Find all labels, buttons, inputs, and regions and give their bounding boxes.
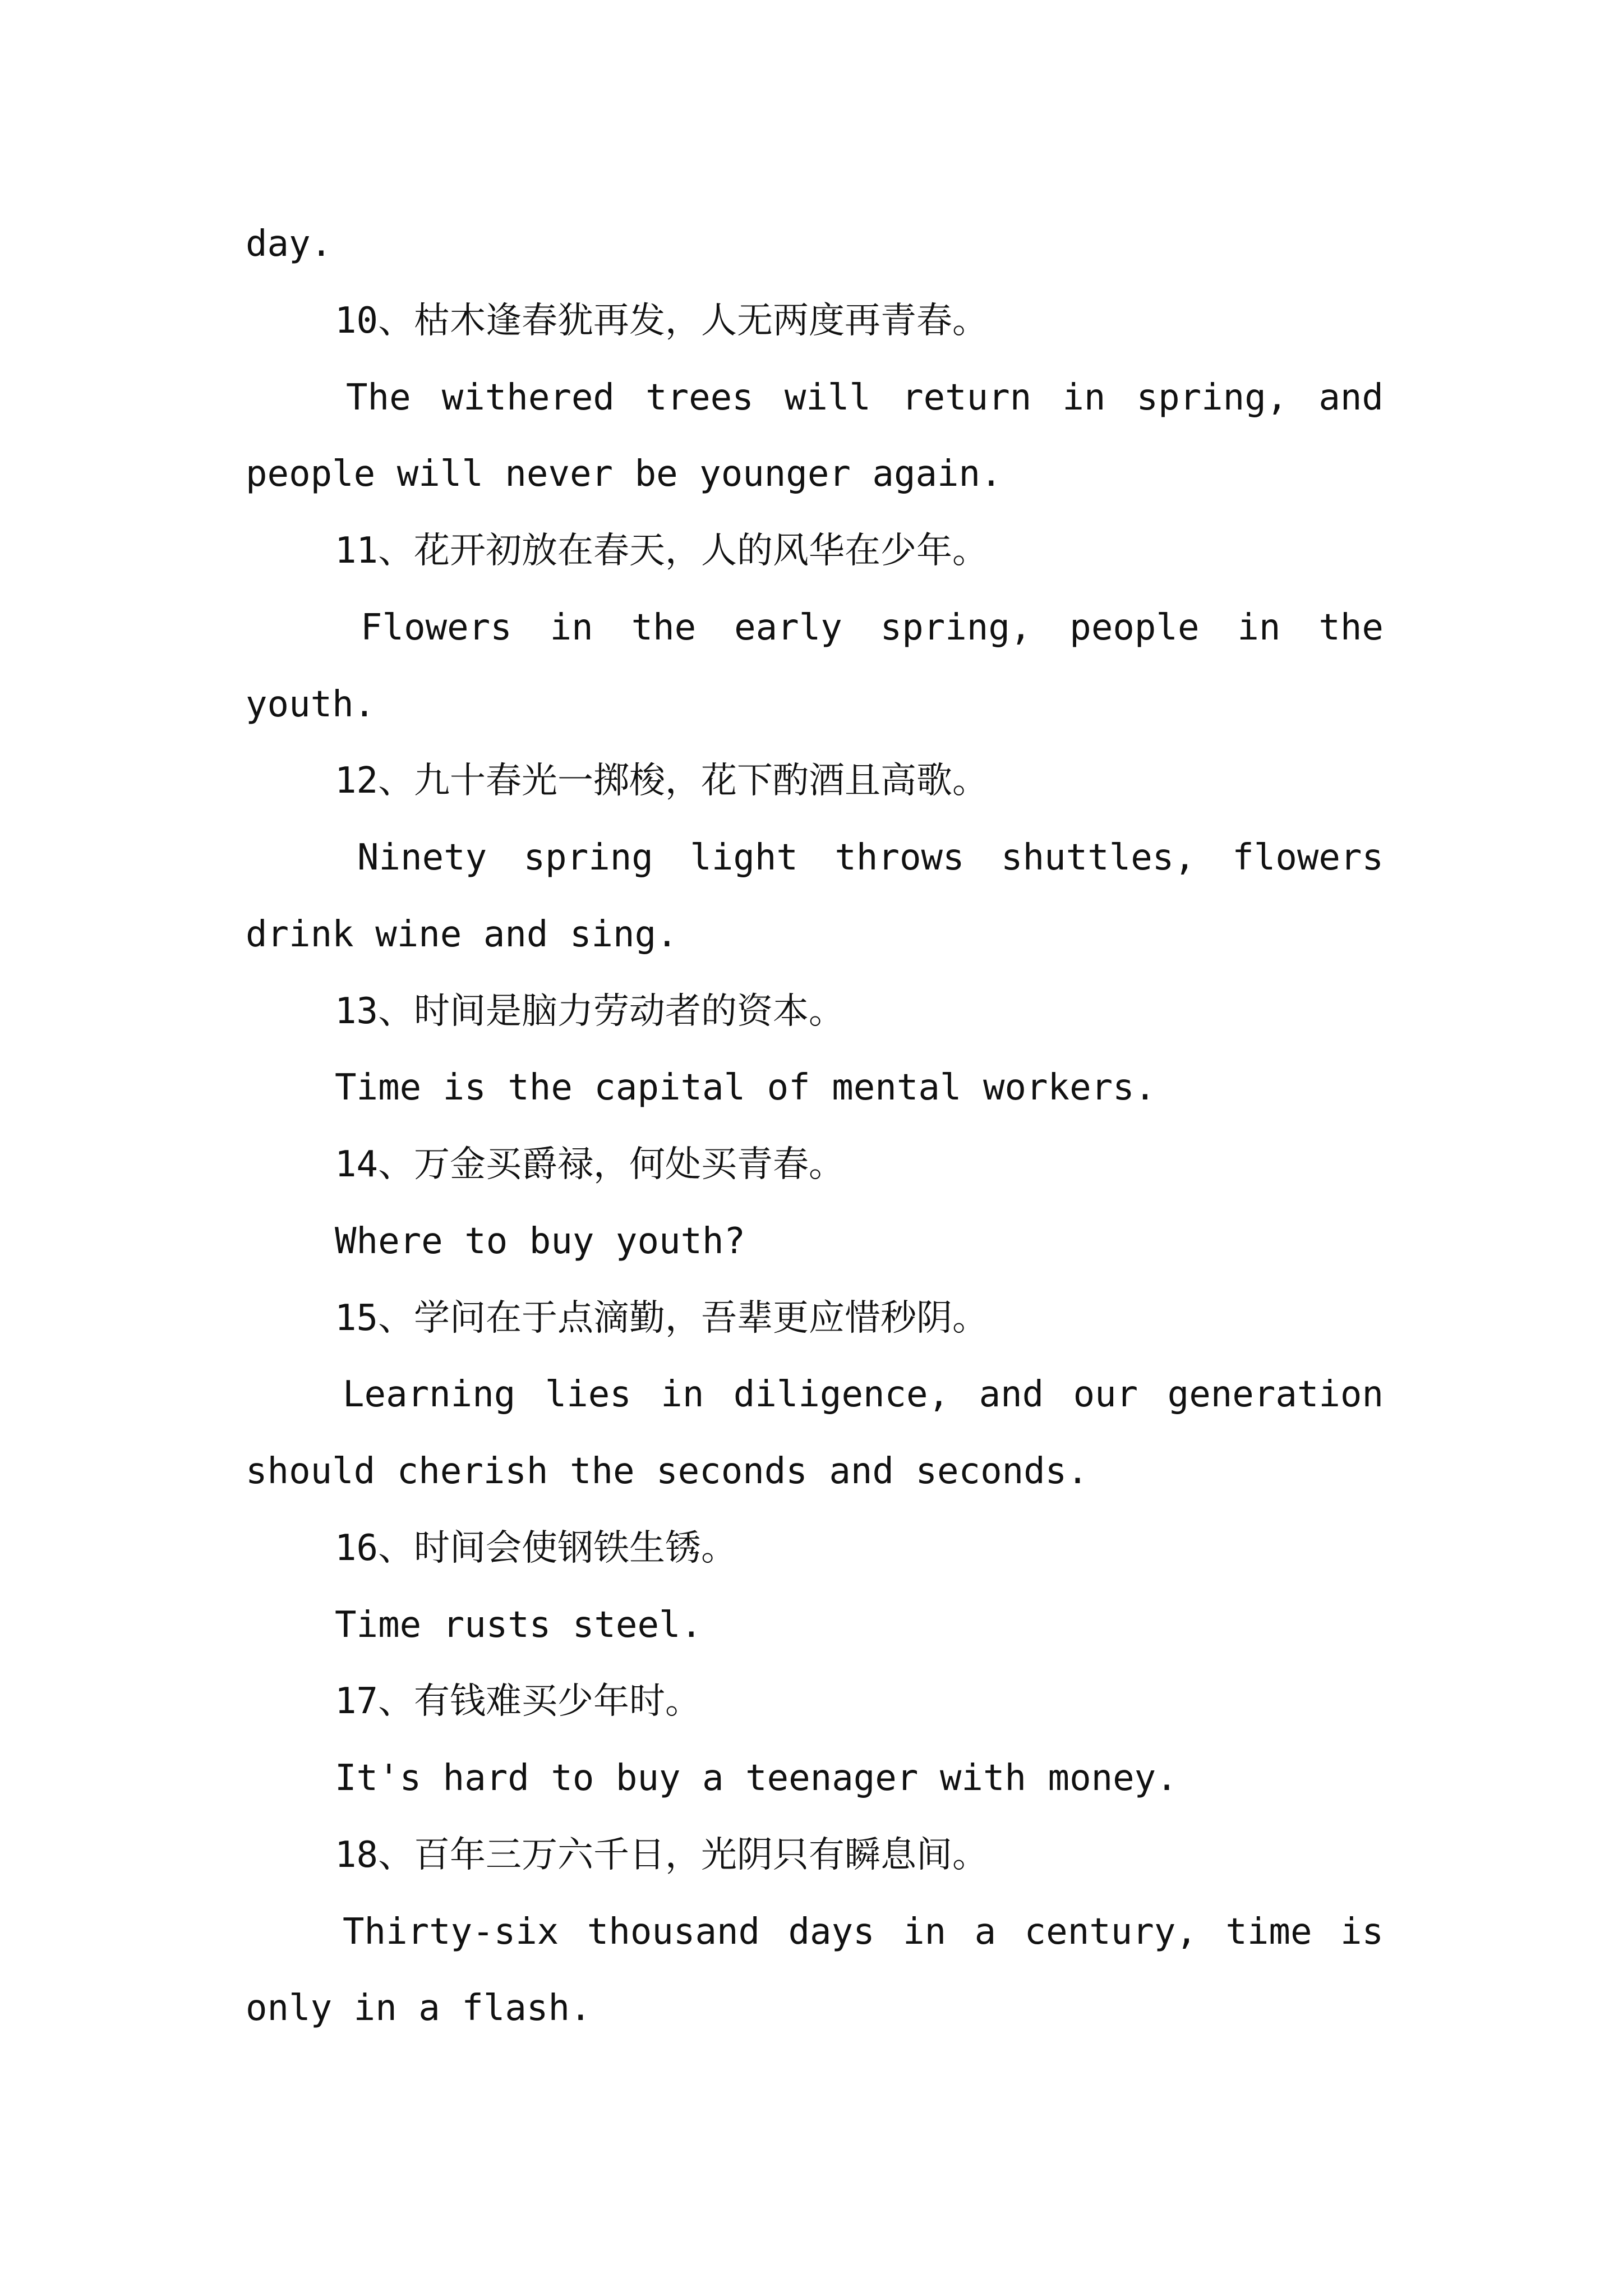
word: in xyxy=(903,1911,947,1953)
proverb-15-chinese: 15、学问在于点滴勤，吾辈更应惜秒阴。 xyxy=(335,1297,989,1339)
proverb-10-english-line2: people will never be younger again. xyxy=(246,453,1002,495)
word: people xyxy=(1069,607,1200,648)
proverb-15-english-line2: should cherish the seconds and seconds. xyxy=(246,1451,1089,1492)
proverb-13-english: Time is the capital of mental workers. xyxy=(335,1067,1156,1108)
word: in xyxy=(550,607,593,648)
word: the xyxy=(1318,607,1384,648)
word: our xyxy=(1073,1374,1138,1415)
word: The xyxy=(346,377,411,418)
word: Ninety xyxy=(357,837,487,878)
proverb-13-chinese: 13、时间是脑力劳动者的资本。 xyxy=(335,991,845,1032)
proverb-18-chinese: 18、百年三万六千日，光阴只有瞬息间。 xyxy=(335,1834,989,1876)
proverb-17-chinese: 17、有钱难买少年时。 xyxy=(335,1681,702,1722)
proverb-11-english-line1 xyxy=(361,597,1384,659)
word: trees xyxy=(645,377,754,418)
word: is xyxy=(1340,1911,1384,1953)
word: spring, xyxy=(1136,377,1288,418)
proverb-10-chinese: 10、枯木逢春犹再发，人无两度再青春。 xyxy=(335,300,989,342)
word: Learning xyxy=(343,1374,516,1415)
word: in xyxy=(661,1374,704,1415)
word: generation xyxy=(1167,1374,1384,1415)
proverb-12-chinese: 12、九十春光一掷梭，花下酌酒且高歌。 xyxy=(335,760,989,802)
proverb-18-english-line2: only in a flash. xyxy=(246,1987,592,2029)
word: early xyxy=(734,607,842,648)
word: return xyxy=(902,377,1032,418)
proverb-17-english: It's hard to buy a teenager with money. xyxy=(335,1757,1178,1799)
word: withered xyxy=(441,377,615,418)
word: Flowers xyxy=(361,607,512,648)
word: light xyxy=(690,837,798,878)
word: flowers xyxy=(1232,837,1384,878)
word: spring xyxy=(523,837,653,878)
word: days xyxy=(788,1911,875,1953)
proverb-12-english-line1 xyxy=(357,827,1384,889)
word: will xyxy=(784,377,871,418)
proverb-12-english-line2: drink wine and sing. xyxy=(246,914,678,955)
word: spring, xyxy=(880,607,1032,648)
word: throws xyxy=(834,837,965,878)
proverb-14-chinese: 14、万金买爵禄，何处买青春。 xyxy=(335,1144,845,1185)
word: shuttles, xyxy=(1001,837,1196,878)
proverb-10-english-line1 xyxy=(346,367,1384,429)
proverb-11-chinese: 11、花开初放在春天，人的风华在少年。 xyxy=(335,530,989,572)
word: in xyxy=(1062,377,1106,418)
word: lies xyxy=(545,1374,631,1415)
proverb-14-english: Where to buy youth? xyxy=(335,1221,746,1262)
word: Thirty-six xyxy=(343,1911,559,1953)
word: the xyxy=(631,607,697,648)
proverb-16-chinese: 16、时间会使钢铁生锈。 xyxy=(335,1527,737,1569)
word: in xyxy=(1237,607,1281,648)
continuation-line: day. xyxy=(246,223,333,265)
proverb-18-english-line1 xyxy=(343,1901,1384,1963)
word: century, xyxy=(1024,1911,1197,1953)
word: and xyxy=(979,1374,1044,1415)
proverb-15-english-line1 xyxy=(343,1364,1384,1425)
word: a xyxy=(974,1911,997,1953)
proverb-16-english: Time rusts steel. xyxy=(335,1604,703,1646)
word: thousand xyxy=(587,1911,760,1953)
proverb-11-english-line2: youth. xyxy=(246,684,376,725)
word: diligence, xyxy=(733,1374,950,1415)
word: time xyxy=(1225,1911,1312,1953)
word: and xyxy=(1318,377,1384,418)
